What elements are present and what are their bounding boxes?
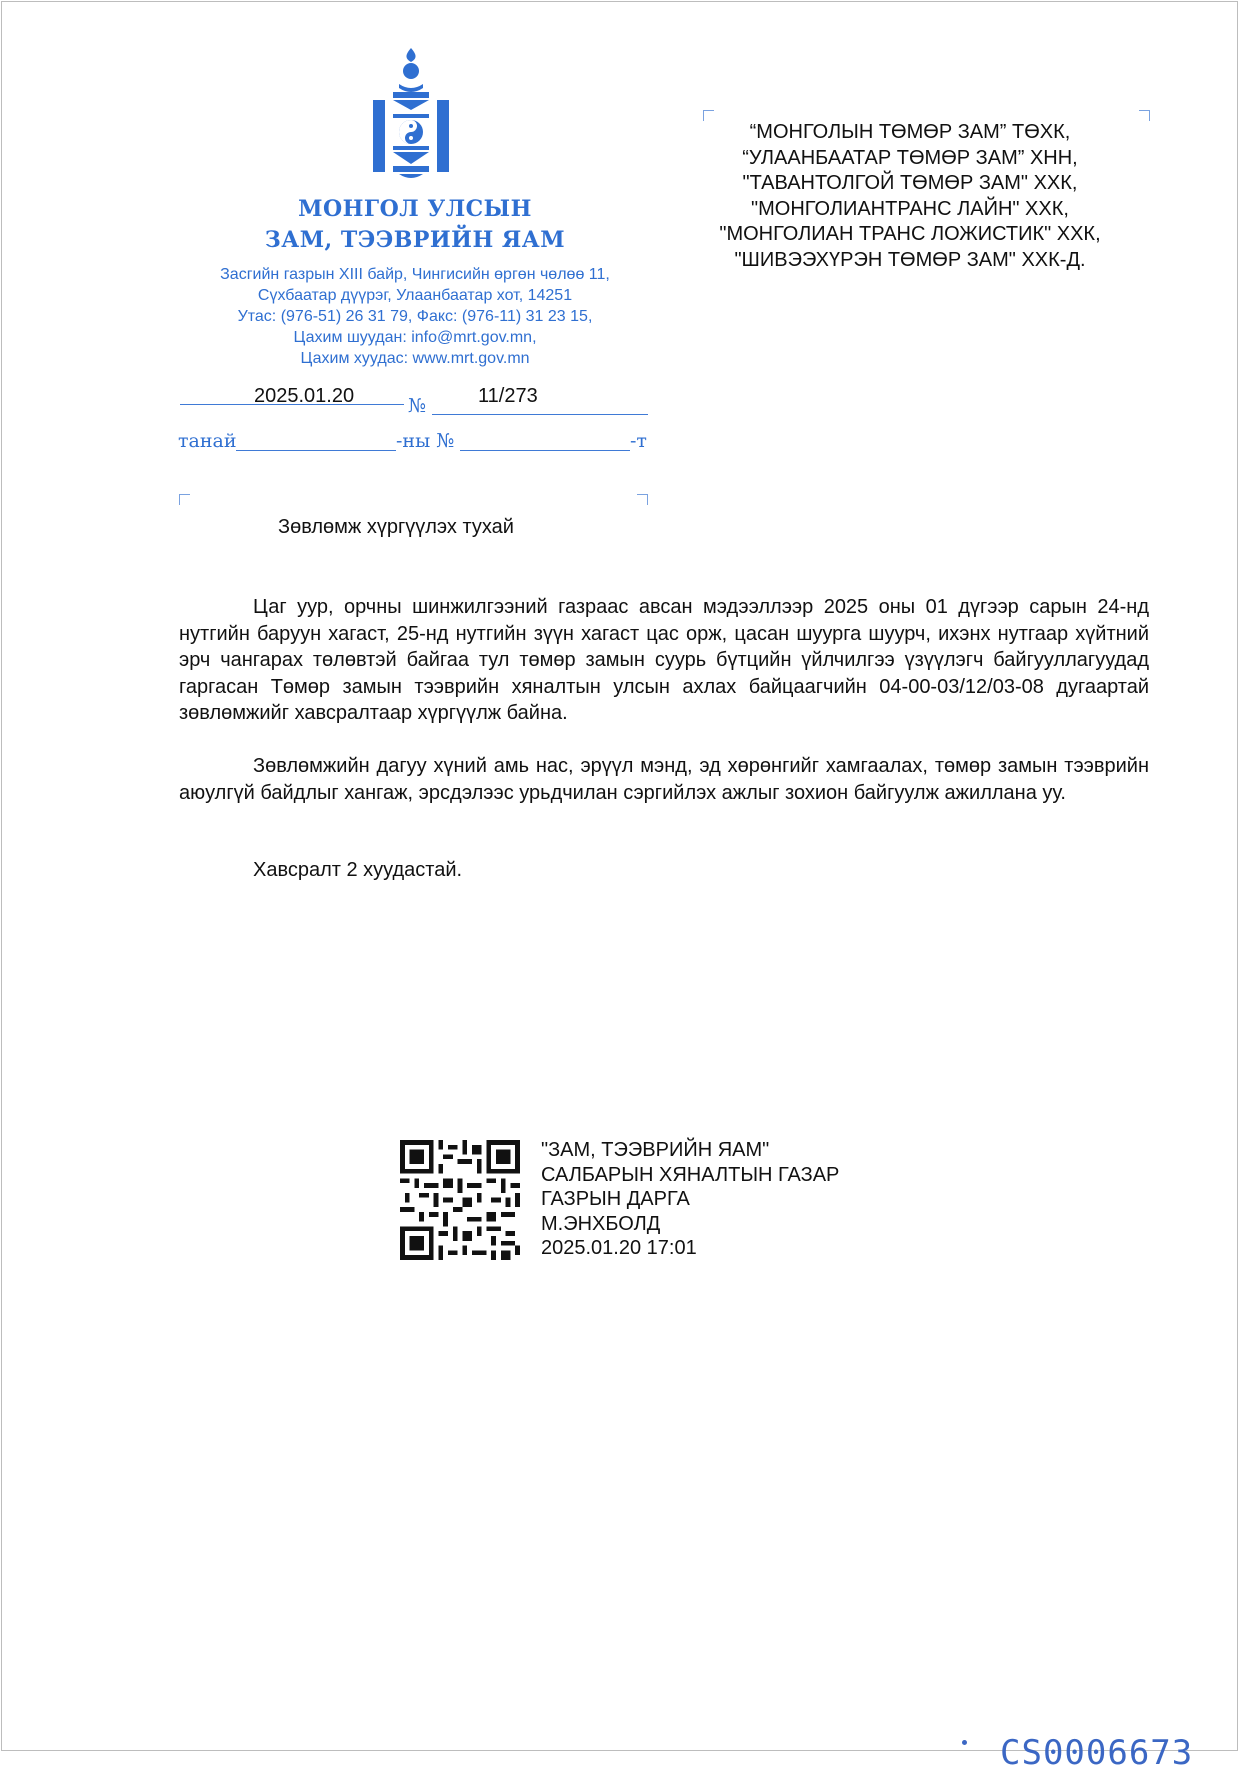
signer-name: М.ЭНХБОЛД — [541, 1212, 661, 1235]
recipient-line: “УЛААНБААТАР ТӨМӨР ЗАМ” ХНН, — [742, 146, 1078, 169]
ministry-name-line2: ЗАМ, ТЭЭВРИЙН ЯАМ — [264, 227, 566, 253]
corner-mark — [1139, 110, 1150, 121]
reply-prefix: танай — [178, 430, 237, 452]
recipients-block — [690, 120, 1130, 274]
soyombo-emblem-icon — [373, 48, 449, 182]
signer-department: САЛБАРЫН ХЯНАЛТЫН ГАЗАР — [541, 1163, 840, 1186]
address-line: Сүхбаатар дүүрэг, Улаанбаатар хот, 14251 — [257, 287, 573, 304]
recipient-line: “МОНГОЛЫН ТӨМӨР ЗАМ” ТӨХК, — [749, 121, 1071, 143]
corner-mark — [637, 494, 648, 505]
registration-stamp-number: CS0006673 — [1000, 1733, 1194, 1773]
reply-number-label: -ны № — [396, 430, 455, 452]
number-underline — [432, 414, 648, 415]
number-symbol: № — [408, 395, 426, 417]
recipient-line: "ШИВЭЭХҮРЭН ТӨМӨР ЗАМ" ХХК-Д. — [734, 248, 1086, 271]
document-number: 11/273 — [478, 385, 538, 407]
signer-organization: "ЗАМ, ТЭЭВРИЙН ЯАМ" — [541, 1139, 770, 1161]
body-paragraph-2: Зөвлөмжийн дагуу хүний амь нас, эрүүл мэнд, эд хөрөнгийг хамгаалах, төмөр замын тээврийн аюулгүй байдлыг хангаж, эрсдэлээс урьдчилан сэргийлэх ажлыг зохион байгуулж ажиллана уу. — [179, 755, 1149, 804]
reply-suffix: -т — [630, 430, 647, 452]
address-line: Утас: (976-51) 26 31 79, Факс: (976-11) 31 23 15, — [237, 308, 593, 325]
recipient-line: "МОНГОЛИАНТРАНС ЛАЙН" ХХК, — [751, 197, 1069, 220]
corner-mark — [179, 494, 190, 505]
reply-number-underline — [460, 450, 630, 451]
recipient-line: "МОНГОЛИАН ТРАНС ЛОЖИСТИК" ХХК, — [719, 223, 1101, 246]
body-paragraph-1: Цаг уур, орчны шинжилгээний газраас авсан мэдээллээр 2025 оны 01 дүгээр сарын 24-нд нутгийн баруун хагаст, 25-нд нутгийн зүүн хагаст цас орж, цасан шуурга шуурч, ихэнх нутгаар хүйтний эрч чангарах төлөвтэй байгаа тул төмөр замын суурь бүтцийн үйлчилгээ үзүүлэгч байгууллагуудад гаргасан Төмөр замын тээврийн хяналтын улсын ахлах байцаагчийн 04-00-03/12/03-08 дугаартай зөвлөмжийг хавсралтаар хүргүүлж байна. — [179, 596, 1149, 724]
address-line: Цахим шуудан: info@mrt.gov.mn, — [293, 329, 537, 346]
signature-timestamp: 2025.01.20 17:01 — [541, 1237, 697, 1259]
address-line: Засгийн газрын XIII байр, Чингисийн өргөн чөлөө 11, — [220, 266, 610, 283]
recipient-line: "ТАВАНТОЛГОЙ ТӨМӨР ЗАМ" ХХК, — [742, 172, 1078, 195]
letter-subject: Зөвлөмж хүргүүлэх тухай — [278, 516, 514, 538]
ministry-address — [180, 264, 650, 369]
signature-block — [541, 1138, 839, 1261]
document-date: 2025.01.20 — [254, 385, 355, 407]
stamp-dot — [962, 1740, 967, 1745]
ministry-name-line1: МОНГОЛ УЛСЫН — [298, 196, 532, 222]
attachment-note: Хавсралт 2 хуудастай. — [253, 859, 463, 881]
address-line: Цахим хуудас: www.mrt.gov.mn — [300, 350, 530, 367]
reply-date-underline — [236, 450, 396, 451]
signer-position: ГАЗРЫН ДАРГА — [541, 1188, 690, 1210]
qr-code-icon — [400, 1140, 520, 1260]
